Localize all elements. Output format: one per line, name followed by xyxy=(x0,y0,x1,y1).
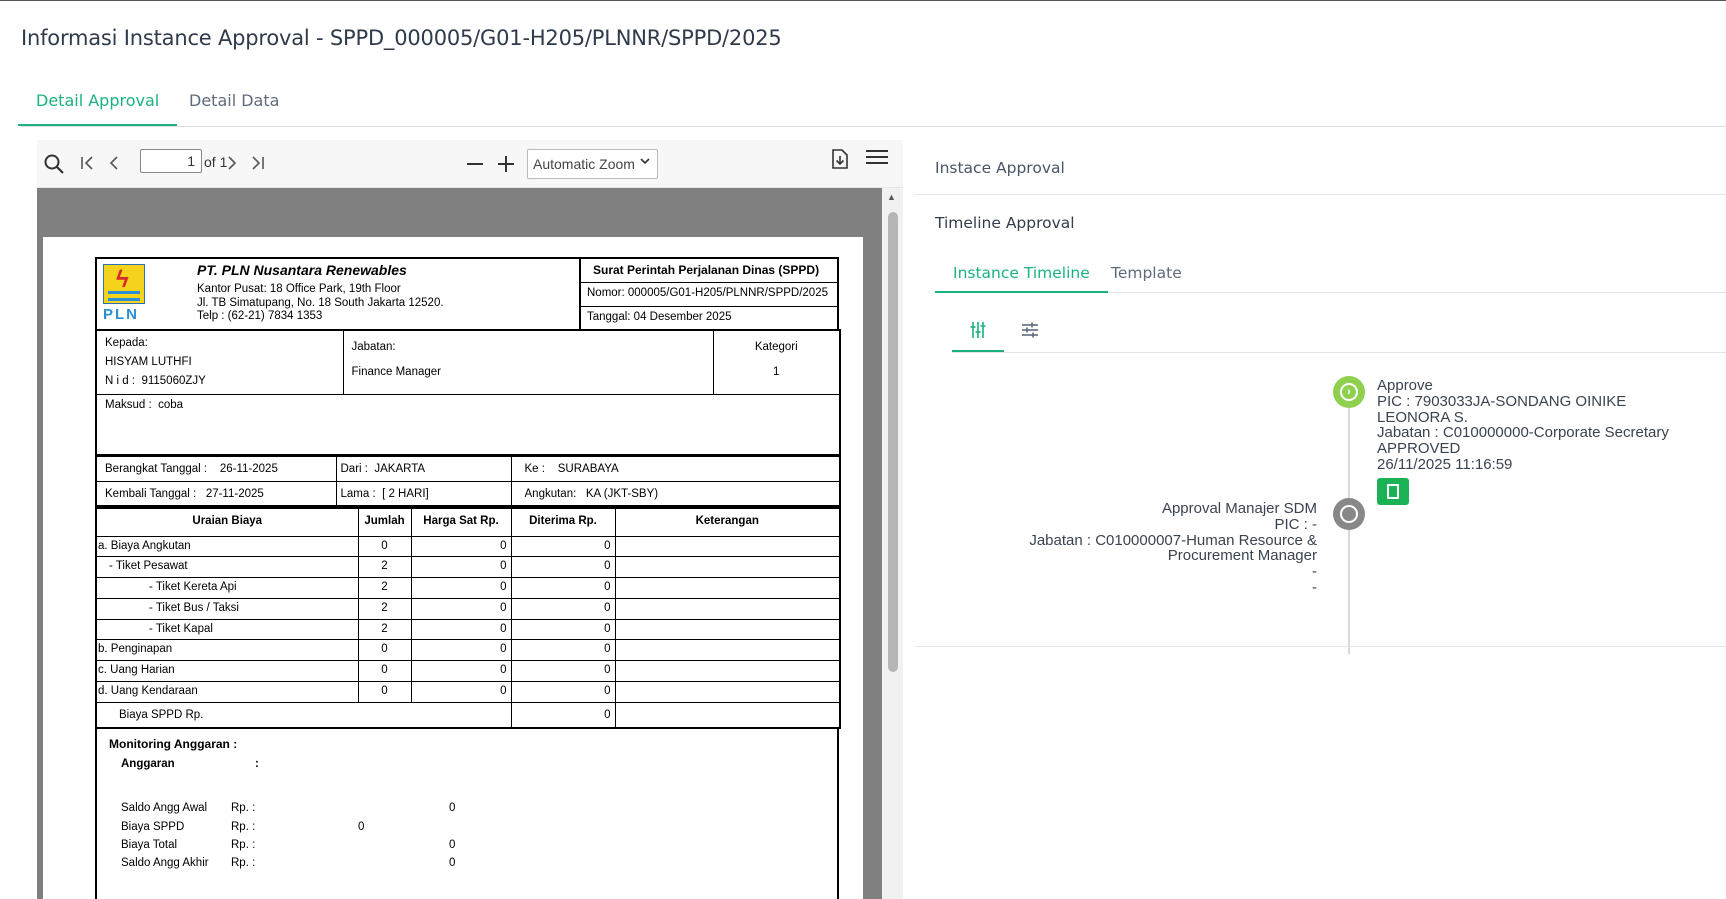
budget-row-balance: 0 xyxy=(449,802,456,815)
timeline-approval-title: Timeline Approval xyxy=(935,214,1075,232)
cost-item-unit-price: 0 xyxy=(411,661,511,682)
cost-row xyxy=(96,661,840,682)
cost-total-label: Biaya SPPD Rp. xyxy=(96,702,511,728)
company-address: Kantor Pusat: 18 Office Park, 19th Floor Jl. TB Simatupang, No. 18 South Jakarta 12520. Telp : (62-21) 7834 1353 xyxy=(197,283,444,322)
budget-row-label: Saldo Angg Awal xyxy=(121,802,208,815)
cost-item-label: b. Penginapan xyxy=(96,640,358,661)
company-name: PT. PLN Nusantara Renewables xyxy=(197,262,407,278)
timeline-entry-line: APPROVED xyxy=(1377,440,1461,458)
budget-row-currency: Rp. : xyxy=(231,857,256,870)
budget-row xyxy=(121,821,821,839)
monitoring-title: Monitoring Anggaran : xyxy=(109,737,238,752)
zoom-in-icon[interactable] xyxy=(496,154,516,178)
origin-cell: Dari : JAKARTA xyxy=(336,456,511,481)
cost-item-quantity: 2 xyxy=(358,619,411,640)
divider xyxy=(915,194,1726,195)
cost-item-label: - Tiket Bus / Taksi xyxy=(96,598,358,619)
timeline-approved-marker xyxy=(1333,376,1365,408)
budget-row-label: Biaya SPPD xyxy=(121,820,185,833)
cost-item-note xyxy=(615,578,840,599)
position-cell: Jabatan: Finance Manager xyxy=(343,330,713,395)
budget-row-value: 0 xyxy=(358,820,365,833)
cost-header-row xyxy=(96,508,840,536)
pdf-scrollbar-thumb[interactable] xyxy=(888,212,898,672)
cost-row xyxy=(96,536,840,557)
recipient-table xyxy=(95,329,841,456)
budget-row-label: Saldo Angg Akhir xyxy=(121,857,209,870)
cost-item-unit-price: 0 xyxy=(411,536,511,557)
cost-item-quantity: 2 xyxy=(358,578,411,599)
destination-cell: Ke : SURABAYA xyxy=(511,456,840,481)
cost-item-note xyxy=(615,557,840,578)
cost-total-row xyxy=(96,702,840,728)
cost-item-note xyxy=(615,661,840,682)
next-page-icon[interactable] xyxy=(223,154,241,176)
cost-item-quantity: 0 xyxy=(358,682,411,703)
budget-row-label: Biaya Total xyxy=(121,838,178,851)
previous-page-icon[interactable] xyxy=(105,154,123,176)
cost-item-received: 0 xyxy=(511,578,615,599)
timeline-entry-line: Approval Manajer SDM xyxy=(1161,500,1317,517)
cost-row xyxy=(96,598,840,619)
timeline-entry-line: - xyxy=(1312,578,1317,596)
instance-approval-title: Instace Approval xyxy=(935,159,1065,177)
cost-row xyxy=(96,557,840,578)
timeline-entry-approve xyxy=(1377,378,1697,509)
zoom-select[interactable] xyxy=(527,149,658,179)
file-pdf-icon xyxy=(1387,484,1399,499)
cost-row xyxy=(96,682,840,703)
cost-item-note xyxy=(615,536,840,557)
download-icon[interactable] xyxy=(830,148,850,174)
cost-header: Jumlah xyxy=(358,508,411,536)
cost-item-quantity: 2 xyxy=(358,598,411,619)
timeline-entry-line: PIC : 7903033JA-SONDANG OINIKE LEONORA S. xyxy=(1377,392,1627,426)
page-title: Informasi Instance Approval - SPPD_000005/G01-H205/PLNNR/SPPD/2025 xyxy=(21,26,782,50)
timeline-entry-line: Approve xyxy=(1377,377,1433,394)
last-page-icon[interactable] xyxy=(248,154,266,176)
timeline-entry-line: Jabatan : C010000000-Corporate Secretary xyxy=(1377,424,1669,442)
tab-detail-data[interactable]: Detail Data xyxy=(189,91,280,110)
timeline-entry-line: Jabatan : C010000007-Human Resource & Procurement Manager xyxy=(1029,531,1317,565)
document-info-box xyxy=(579,259,839,331)
timeline-pending-marker xyxy=(1333,498,1365,530)
cost-item-label: - Tiket Kapal xyxy=(96,619,358,640)
cost-header: Keterangan xyxy=(615,508,840,536)
chevron-right-icon: › xyxy=(1340,383,1358,401)
vertical-sliders-icon xyxy=(969,321,987,344)
budget-monitoring xyxy=(95,729,839,899)
approval-panel xyxy=(915,140,1726,899)
cost-item-unit-price: 0 xyxy=(411,619,511,640)
search-icon[interactable] xyxy=(43,153,65,179)
pdf-viewer xyxy=(37,140,903,899)
pdf-page xyxy=(43,237,863,899)
cost-item-received: 0 xyxy=(511,598,615,619)
cost-item-received: 0 xyxy=(511,557,615,578)
cost-item-label: - Tiket Pesawat xyxy=(96,557,358,578)
top-border xyxy=(0,0,1726,1)
cost-item-unit-price: 0 xyxy=(411,598,511,619)
cost-header: Uraian Biaya xyxy=(96,508,358,536)
cost-item-received: 0 xyxy=(511,661,615,682)
cost-item-note xyxy=(615,682,840,703)
pdf-canvas xyxy=(37,188,903,899)
cost-header: Harga Sat Rp. xyxy=(411,508,511,536)
budget-row xyxy=(121,802,821,820)
cost-item-note xyxy=(615,598,840,619)
horizontal-sliders-tab[interactable] xyxy=(1004,309,1056,352)
main-tabs xyxy=(21,80,1726,127)
budget-row-balance: 0 xyxy=(449,838,456,851)
view-pdf-button[interactable] xyxy=(1377,478,1409,505)
cost-item-received: 0 xyxy=(511,536,615,557)
cost-table xyxy=(95,507,841,729)
tab-instance-timeline[interactable]: Instance Timeline xyxy=(935,251,1108,293)
cost-item-label: - Tiket Kereta Api xyxy=(96,578,358,599)
vertical-sliders-tab[interactable] xyxy=(952,309,1004,352)
zoom-select-value: Automatic Zoom xyxy=(533,156,635,172)
budget-rows xyxy=(121,802,821,875)
budget-colon: : xyxy=(255,758,259,771)
cost-item-received: 0 xyxy=(511,682,615,703)
timeline-tabs xyxy=(935,251,1726,293)
budget-row-currency: Rp. : xyxy=(231,802,256,815)
cost-item-quantity: 0 xyxy=(358,640,411,661)
pdf-toolbar xyxy=(37,140,903,188)
cost-item-note xyxy=(615,640,840,661)
cost-item-note xyxy=(615,619,840,640)
cost-item-quantity: 0 xyxy=(358,661,411,682)
pln-logo: ϟ PLN xyxy=(103,264,145,324)
budget-row xyxy=(121,839,821,857)
sppd-document xyxy=(95,257,839,899)
document-date: Tanggal: 04 Desember 2025 xyxy=(587,311,732,323)
budget-label: Anggaran xyxy=(121,758,175,771)
cost-item-unit-price: 0 xyxy=(411,640,511,661)
zoom-out-icon[interactable] xyxy=(465,154,485,178)
tab-detail-approval[interactable]: Detail Approval xyxy=(18,80,177,126)
timeline-entry-line: 26/11/2025 11:16:59 xyxy=(1377,455,1513,473)
return-cell: Kembali Tanggal : 27-11-2025 xyxy=(96,481,336,506)
cost-item-unit-price: 0 xyxy=(411,682,511,703)
budget-row-balance: 0 xyxy=(449,857,456,870)
divider xyxy=(915,646,1726,647)
tab-template[interactable]: Template xyxy=(1111,264,1182,282)
cost-item-label: a. Biaya Angkutan xyxy=(96,536,358,557)
budget-row-currency: Rp. : xyxy=(231,838,256,851)
document-header xyxy=(95,257,839,329)
cost-item-received: 0 xyxy=(511,619,615,640)
page-number-input[interactable]: 1 xyxy=(140,149,202,173)
cost-item-unit-price: 0 xyxy=(411,557,511,578)
cost-item-quantity: 0 xyxy=(358,536,411,557)
cost-row xyxy=(96,619,840,640)
cost-item-quantity: 2 xyxy=(358,557,411,578)
cost-item-label: c. Uang Harian xyxy=(96,661,358,682)
timeline-entry-line: PIC : - xyxy=(1274,515,1317,533)
circle-icon xyxy=(1340,505,1358,523)
document-title: Surat Perintah Perjalanan Dinas (SPPD) xyxy=(581,259,839,283)
page-count-label: of 1 xyxy=(204,154,228,170)
duration-cell: Lama : [ 2 HARI] xyxy=(336,481,511,506)
travel-table xyxy=(95,456,841,508)
cost-item-label: d. Uang Kendaraan xyxy=(96,682,358,703)
cost-row xyxy=(96,640,840,661)
cost-row xyxy=(96,578,840,599)
purpose-cell: Maksud : coba xyxy=(96,395,840,455)
transport-cell: Angkutan: KA (JKT-SBY) xyxy=(511,481,840,506)
scroll-up-icon[interactable]: ▲ xyxy=(887,192,896,202)
chevron-down-icon xyxy=(639,155,651,170)
timeline-entry-pending xyxy=(1005,501,1317,596)
document-number: Nomor: 000005/G01-H205/PLNNR/SPPD/2025 xyxy=(581,283,839,307)
cost-item-unit-price: 0 xyxy=(411,578,511,599)
first-page-icon[interactable] xyxy=(79,154,97,176)
budget-row xyxy=(121,857,821,875)
recipient-cell: Kepada: HISYAM LUTHFI N i d : 9115060ZJY xyxy=(96,330,343,395)
departure-cell: Berangkat Tanggal : 26-11-2025 xyxy=(96,456,336,481)
timeline-view-tabs xyxy=(952,309,1726,353)
category-cell: Kategori 1 xyxy=(713,330,840,395)
cost-header: Diterima Rp. xyxy=(511,508,615,536)
cost-item-received: 0 xyxy=(511,640,615,661)
budget-row-currency: Rp. : xyxy=(231,820,256,833)
menu-icon[interactable] xyxy=(865,148,889,172)
cost-total-value: 0 xyxy=(511,702,615,728)
horizontal-sliders-icon xyxy=(1021,321,1039,344)
timeline-entry-line: - xyxy=(1312,563,1317,581)
